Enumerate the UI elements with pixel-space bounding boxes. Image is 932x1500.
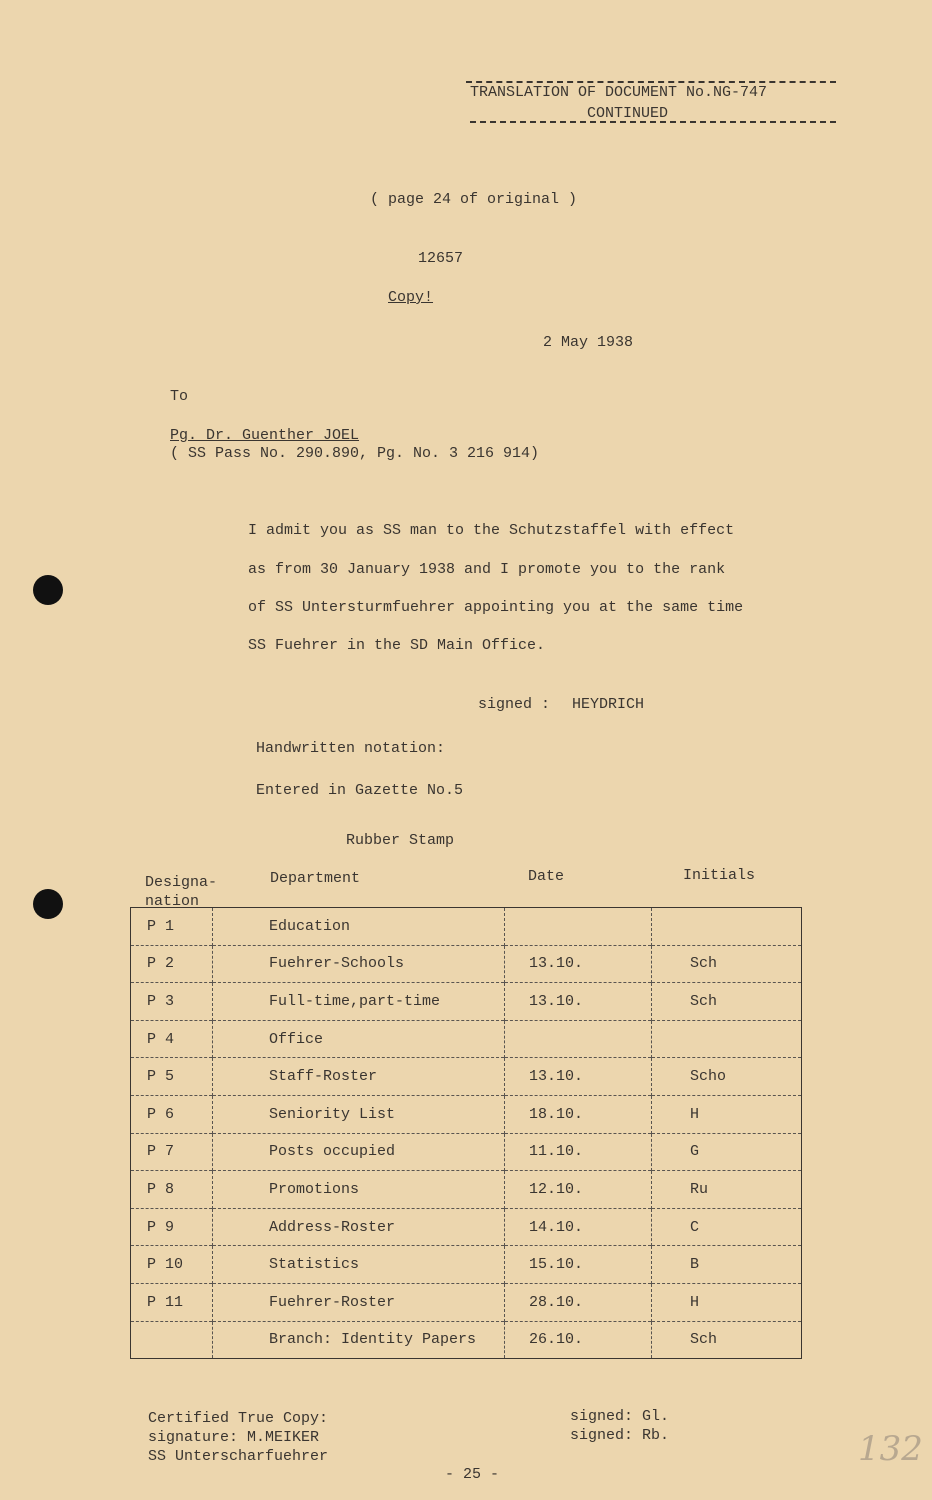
table-row bbox=[131, 1321, 802, 1359]
table-row bbox=[131, 983, 802, 1021]
table-row bbox=[131, 1095, 802, 1133]
date-cell: 28.10. bbox=[505, 1283, 652, 1321]
department-cell: Promotions bbox=[213, 1171, 505, 1209]
body-line: as from 30 January 1938 and I promote you to the rank bbox=[248, 561, 726, 578]
designation-cell: P 3 bbox=[131, 983, 213, 1021]
department-cell: Address-Roster bbox=[213, 1208, 505, 1246]
designation-cell: P 2 bbox=[131, 945, 213, 983]
page-number: - 25 - bbox=[445, 1466, 500, 1483]
table-row bbox=[131, 1020, 802, 1058]
certifier-rank: SS Unterscharfuehrer bbox=[148, 1448, 329, 1465]
designation-cell: P 6 bbox=[131, 1095, 213, 1133]
body-line: I admit you as SS man to the Schutzstaffel with effect bbox=[248, 522, 735, 539]
designation-cell bbox=[131, 1321, 213, 1359]
signed-name: HEYDRICH bbox=[572, 696, 645, 713]
body-line: of SS Untersturmfuehrer appointing you at the same time bbox=[248, 599, 744, 616]
table-row bbox=[131, 1058, 802, 1096]
date-cell: 26.10. bbox=[505, 1321, 652, 1359]
handwritten-text: Entered in Gazette No.5 bbox=[256, 782, 464, 799]
addressee-name: Pg. Dr. Guenther JOEL bbox=[170, 427, 360, 444]
document-number: 12657 bbox=[418, 250, 464, 267]
copy-label: Copy! bbox=[388, 289, 434, 306]
date-cell: 12.10. bbox=[505, 1171, 652, 1209]
initials-cell: H bbox=[652, 1283, 802, 1321]
column-header-initials: Initials bbox=[683, 867, 756, 884]
designation-cell: P 11 bbox=[131, 1283, 213, 1321]
department-cell: Full-time,part-time bbox=[213, 983, 505, 1021]
stamp-table bbox=[130, 907, 802, 1359]
initials-cell: Scho bbox=[652, 1058, 802, 1096]
letter-date: 2 May 1938 bbox=[543, 334, 634, 351]
department-cell: Statistics bbox=[213, 1246, 505, 1284]
date-cell: 18.10. bbox=[505, 1095, 652, 1133]
date-cell: 14.10. bbox=[505, 1208, 652, 1246]
initials-cell: B bbox=[652, 1246, 802, 1284]
initials-cell: Sch bbox=[652, 983, 802, 1021]
body-line: SS Fuehrer in the SD Main Office. bbox=[248, 637, 546, 654]
department-cell: Staff-Roster bbox=[213, 1058, 505, 1096]
department-cell: Branch: Identity Papers bbox=[213, 1321, 505, 1359]
header-rule-bottom bbox=[470, 121, 836, 123]
initials-cell: Sch bbox=[652, 1321, 802, 1359]
department-cell: Fuehrer-Roster bbox=[213, 1283, 505, 1321]
certified-label: Certified True Copy: bbox=[148, 1410, 329, 1427]
designation-cell: P 7 bbox=[131, 1133, 213, 1171]
column-header-date: Date bbox=[528, 868, 565, 885]
date-cell: 15.10. bbox=[505, 1246, 652, 1284]
table-row bbox=[131, 1171, 802, 1209]
designation-cell: P 9 bbox=[131, 1208, 213, 1246]
designation-cell: P 10 bbox=[131, 1246, 213, 1284]
column-header-department: Department bbox=[270, 870, 361, 887]
table-row bbox=[131, 1283, 802, 1321]
stamp-label: Rubber Stamp bbox=[346, 832, 455, 849]
signed-label: signed : bbox=[478, 696, 551, 713]
table-row bbox=[131, 1208, 802, 1246]
punch-hole bbox=[33, 575, 63, 605]
header-subtitle: CONTINUED bbox=[587, 105, 669, 122]
margin-note: 132 bbox=[858, 1429, 923, 1469]
designation-cell: P 4 bbox=[131, 1020, 213, 1058]
page-reference: ( page 24 of original ) bbox=[370, 191, 578, 208]
department-cell: Education bbox=[213, 908, 505, 946]
certifier-signature: signature: M.MEIKER bbox=[148, 1429, 320, 1446]
table-row bbox=[131, 908, 802, 946]
department-cell: Posts occupied bbox=[213, 1133, 505, 1171]
initials-cell bbox=[652, 908, 802, 946]
initials-cell bbox=[652, 1020, 802, 1058]
header-rule-top bbox=[466, 81, 836, 83]
date-cell: 13.10. bbox=[505, 983, 652, 1021]
designation-cell: P 5 bbox=[131, 1058, 213, 1096]
initials-cell: Sch bbox=[652, 945, 802, 983]
initials-cell: C bbox=[652, 1208, 802, 1246]
department-cell: Office bbox=[213, 1020, 505, 1058]
header-title: TRANSLATION OF DOCUMENT No.NG-747 bbox=[470, 84, 768, 101]
column-header-designation: Designa- nation bbox=[145, 874, 218, 910]
table-row bbox=[131, 945, 802, 983]
punch-hole bbox=[33, 889, 63, 919]
initials-cell: Ru bbox=[652, 1171, 802, 1209]
date-cell bbox=[505, 908, 652, 946]
initials-cell: G bbox=[652, 1133, 802, 1171]
date-cell: 13.10. bbox=[505, 945, 652, 983]
to-label: To bbox=[170, 388, 189, 405]
designation-cell: P 1 bbox=[131, 908, 213, 946]
addressee-details: ( SS Pass No. 290.890, Pg. No. 3 216 914) bbox=[170, 445, 540, 462]
signed-gl: signed: Gl. bbox=[570, 1408, 670, 1425]
date-cell: 13.10. bbox=[505, 1058, 652, 1096]
department-cell: Fuehrer-Schools bbox=[213, 945, 505, 983]
designation-cell: P 8 bbox=[131, 1171, 213, 1209]
table-row bbox=[131, 1246, 802, 1284]
table-row bbox=[131, 1133, 802, 1171]
initials-cell: H bbox=[652, 1095, 802, 1133]
department-cell: Seniority List bbox=[213, 1095, 505, 1133]
handwritten-label: Handwritten notation: bbox=[256, 740, 446, 757]
date-cell: 11.10. bbox=[505, 1133, 652, 1171]
signed-rb: signed: Rb. bbox=[570, 1427, 670, 1444]
date-cell bbox=[505, 1020, 652, 1058]
